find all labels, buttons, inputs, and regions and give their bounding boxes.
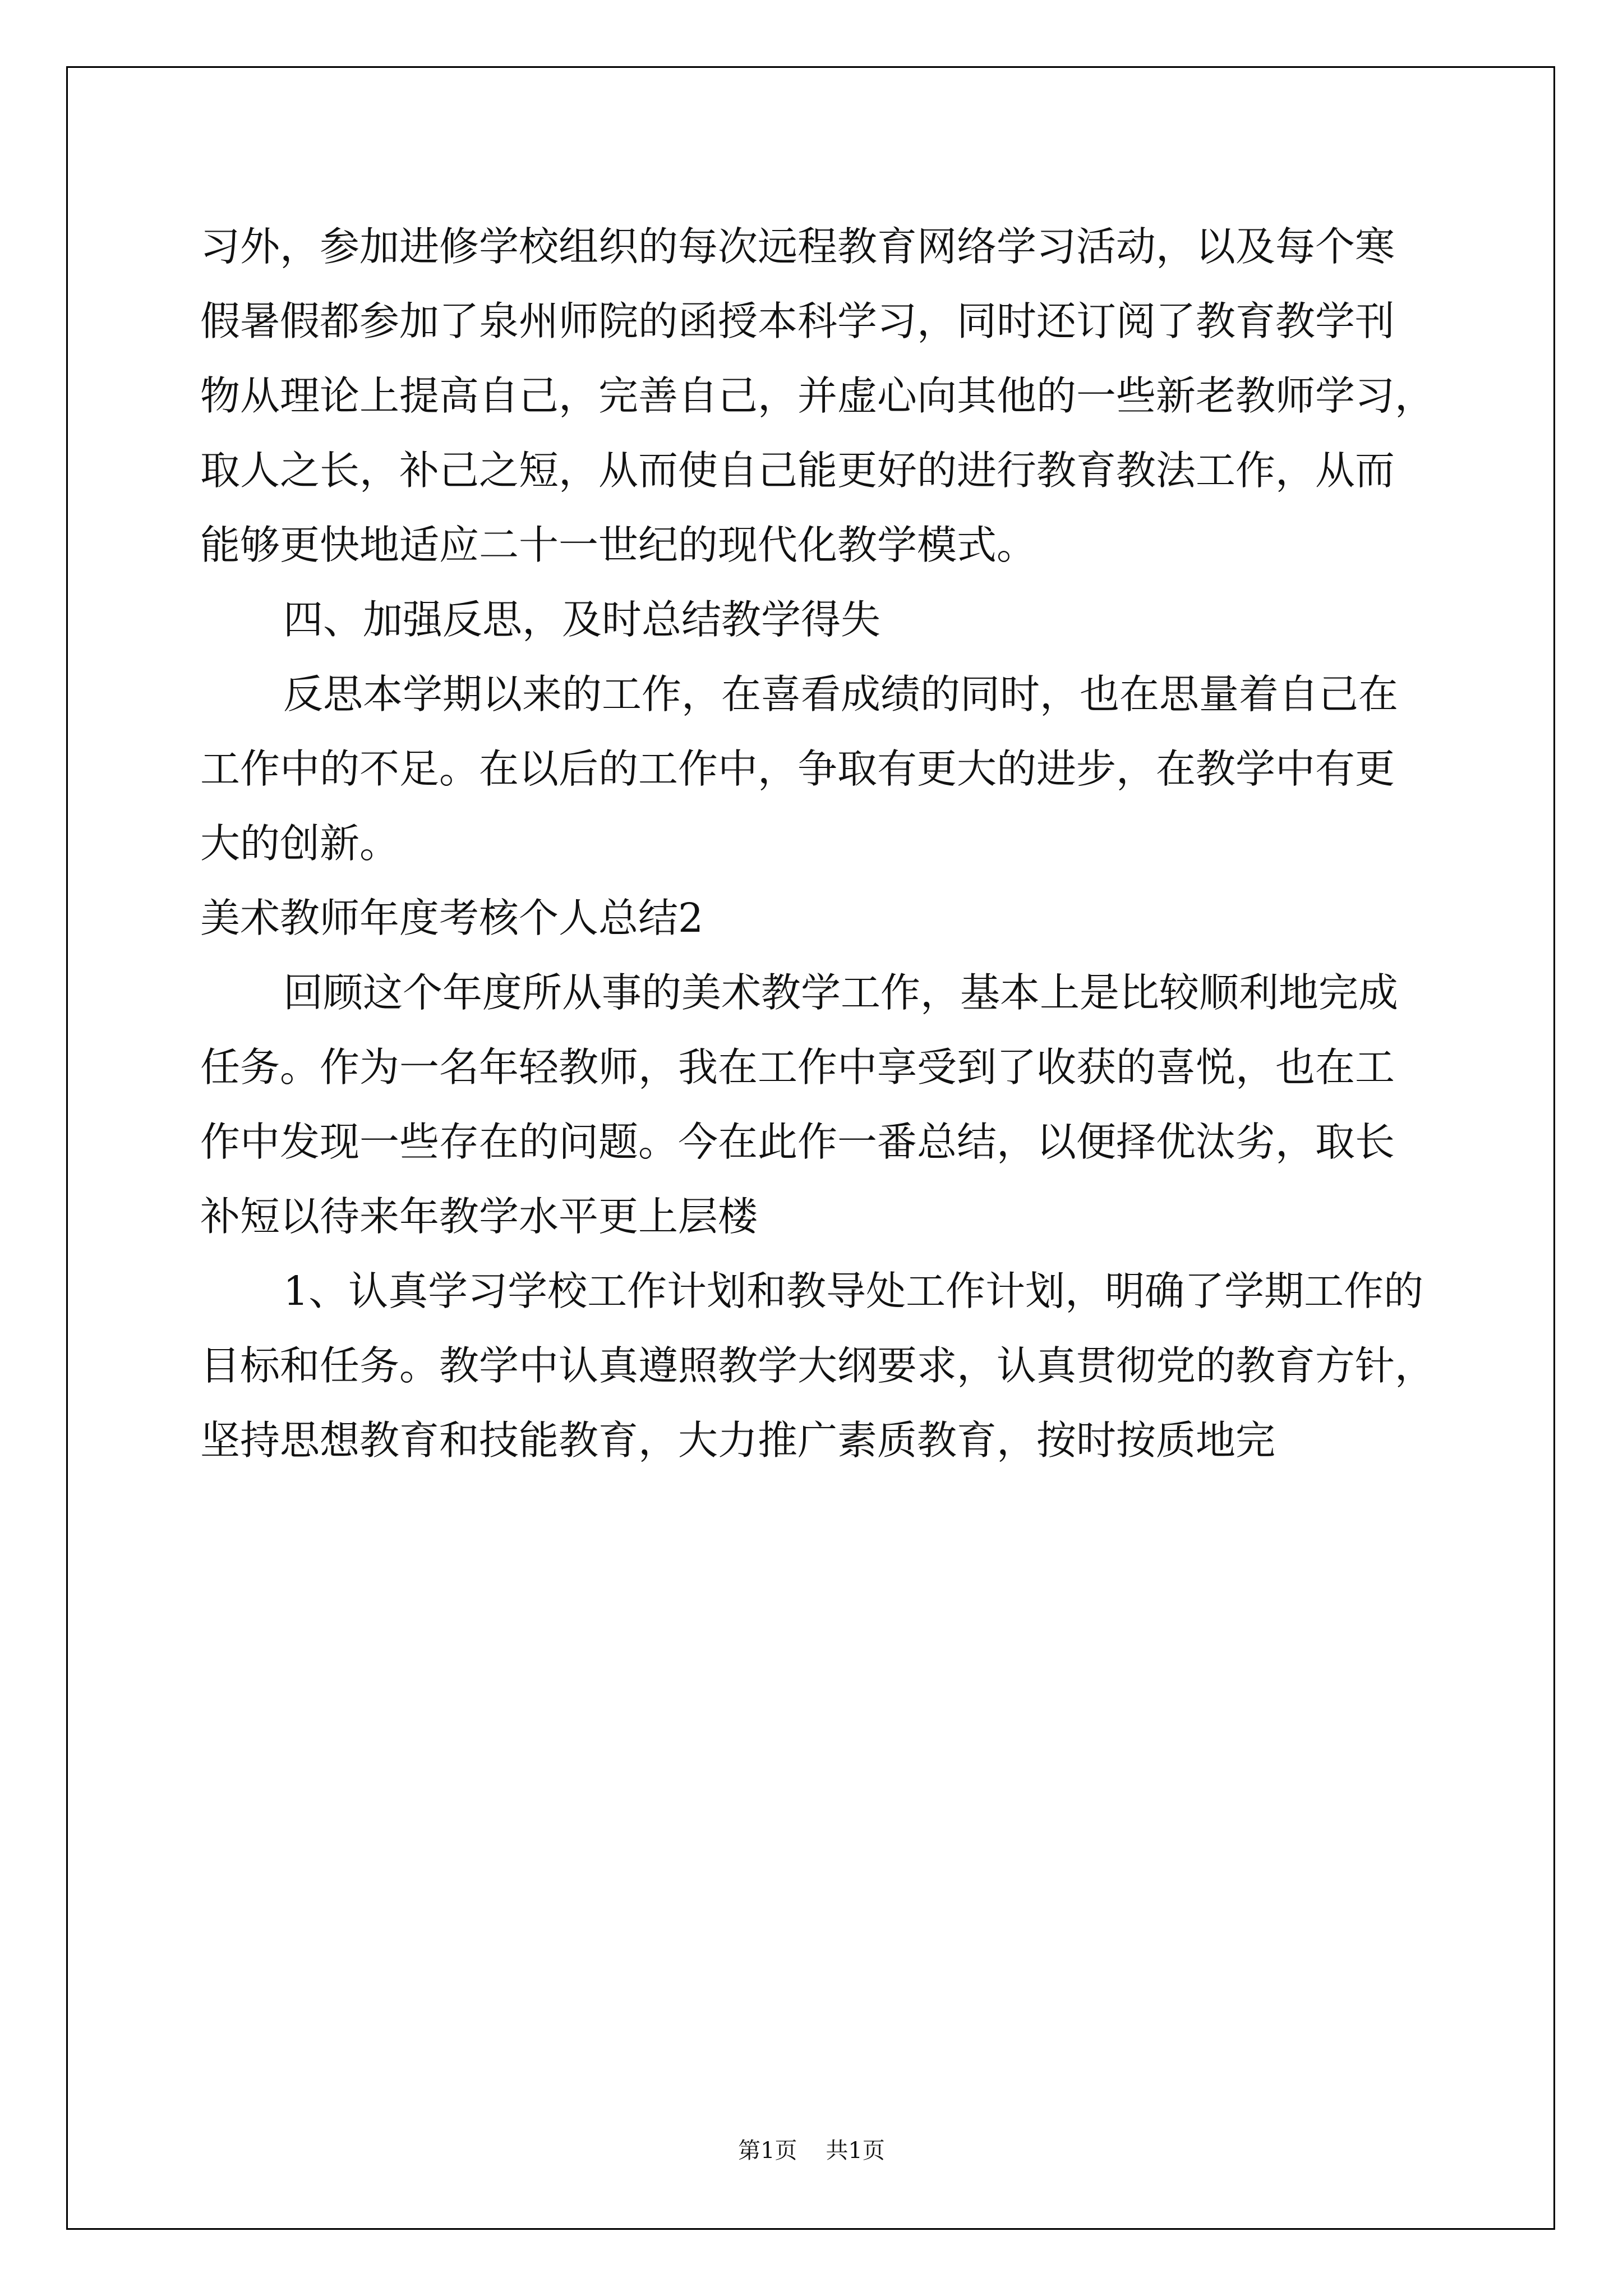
text-line: 目标和任务。教学中认真遵照教学大纲要求，认真贯彻党的教育方针， bbox=[200, 1342, 1435, 1389]
text-line: 物从理论上提高自己，完善自己，并虚心向其他的一些新老教师学习， bbox=[200, 372, 1435, 419]
section-heading: 四、加强反思，及时总结教学得失 bbox=[283, 596, 881, 643]
page-number-footer: 第1页 共1页 bbox=[738, 2138, 885, 2164]
document-title: 美术教师年度考核个人总结2 bbox=[200, 895, 704, 941]
text-line: 工作中的不足。在以后的工作中，争取有更大的进步，在教学中有更 bbox=[200, 746, 1395, 792]
text-line: 坚持思想教育和技能教育，大力推广素质教育，按时按质地完 bbox=[200, 1417, 1276, 1464]
text-line: 作中发现一些存在的问题。今在此作一番总结，以便择优汰劣，取长 bbox=[200, 1119, 1395, 1165]
text-line: 习外，参加进修学校组织的每次远程教育网络学习活动，以及每个寒 bbox=[200, 223, 1395, 270]
text-line: 1、认真学习学校工作计划和教导处工作计划，明确了学期工作的 bbox=[283, 1268, 1424, 1314]
text-line: 能够更快地适应二十一世纪的现代化教学模式。 bbox=[200, 522, 1037, 568]
text-line: 大的创新。 bbox=[200, 820, 400, 867]
text-line: 回顾这个年度所从事的美术教学工作，基本上是比较顺利地完成 bbox=[283, 969, 1399, 1016]
text-line: 反思本学期以来的工作，在喜看成绩的同时，也在思量着自己在 bbox=[283, 671, 1399, 717]
text-line: 任务。作为一名年轻教师，我在工作中享受到了收获的喜悦，也在工 bbox=[200, 1044, 1395, 1091]
text-line: 补短以待来年教学水平更上层楼 bbox=[200, 1193, 758, 1240]
text-line: 假暑假都参加了泉州师院的函授本科学习，同时还订阅了教育教学刊 bbox=[200, 298, 1395, 344]
text-line: 取人之长，补己之短，从而使自己能更好的进行教育教法工作，从而 bbox=[200, 447, 1395, 494]
